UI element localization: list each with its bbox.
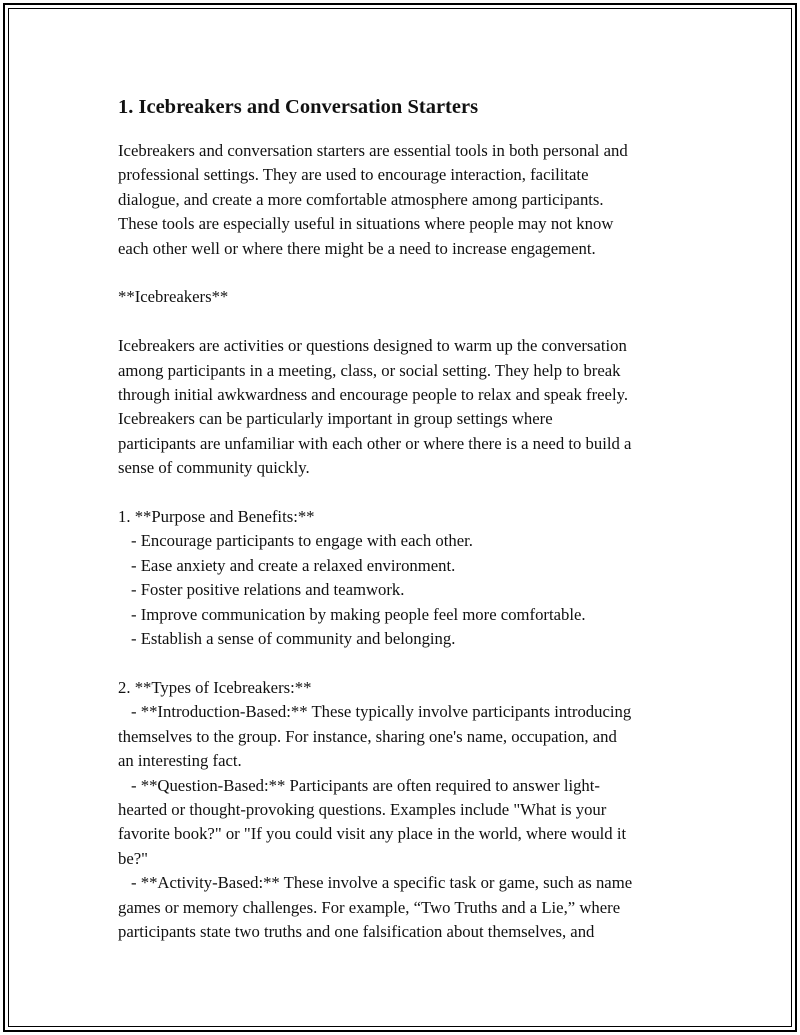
list-item: - Improve communication by making people feel more comfortable. [131, 604, 586, 624]
text-line: Icebreakers and conversation starters are essential tools in both personal and [118, 141, 628, 160]
spacer [118, 481, 718, 505]
text-line: an interesting fact. [118, 751, 242, 771]
list-item: - **Question-Based:** Participants are often required to answer light- [131, 775, 600, 795]
spacer [118, 261, 718, 285]
list-heading: 1. **Purpose and Benefits:** [118, 507, 315, 527]
list-item: - Encourage participants to engage with each other. [131, 531, 473, 551]
text-line: Icebreakers can be particularly important in group settings where [118, 409, 553, 429]
text-line: These tools are especially useful in situations where people may not know [118, 214, 614, 234]
text-line: hearted or thought-provoking questions. Examples include "What is your [118, 799, 607, 819]
types-list [118, 676, 718, 944]
list-item: - Establish a sense of community and belonging. [131, 629, 456, 649]
list-item: - **Introduction-Based:** These typically involve participants introducing [131, 702, 632, 722]
purpose-list [118, 505, 718, 651]
list-item: - Foster positive relations and teamwork. [131, 580, 405, 600]
text-line: each other well or where there might be a need to increase engagement. [118, 238, 596, 258]
section-heading: 1. Icebreakers and Conversation Starters [118, 96, 479, 118]
text-line: favorite book?" or "If you could visit any place in the world, where would it [118, 824, 627, 844]
list-heading: 2. **Types of Icebreakers:** [118, 677, 312, 697]
text-line: through initial awkwardness and encourage people to relax and speak freely. [118, 385, 629, 405]
text-line: games or memory challenges. For example, “Two Truths and a Lie,” where [118, 897, 621, 917]
list-item: - **Activity-Based:** These involve a specific task or game, such as name [131, 873, 633, 893]
list-item: - Ease anxiety and create a relaxed environment. [131, 555, 456, 575]
text-line: Icebreakers are activities or questions designed to warm up the conversation [118, 336, 627, 356]
text-line: participants state two truths and one falsification about themselves, and [118, 921, 595, 941]
text-line: professional settings. They are used to encourage interaction, facilitate [118, 165, 589, 185]
document-page [118, 90, 718, 944]
text-line: participants are unfamiliar with each other or where there is a need to build a [118, 433, 632, 453]
spacer [118, 310, 718, 334]
intro-paragraph [118, 139, 718, 261]
text-line: sense of community quickly. [118, 458, 310, 478]
spacer [118, 651, 718, 675]
text-line: dialogue, and create a more comfortable atmosphere among participants. [118, 189, 604, 209]
text-line: among participants in a meeting, class, or social setting. They help to break [118, 360, 621, 380]
text-line: themselves to the group. For instance, sharing one's name, occupation, and [118, 726, 617, 746]
text-line: be?" [118, 848, 148, 868]
icebreakers-paragraph [118, 334, 718, 480]
icebreakers-label: **Icebreakers** [118, 287, 229, 307]
